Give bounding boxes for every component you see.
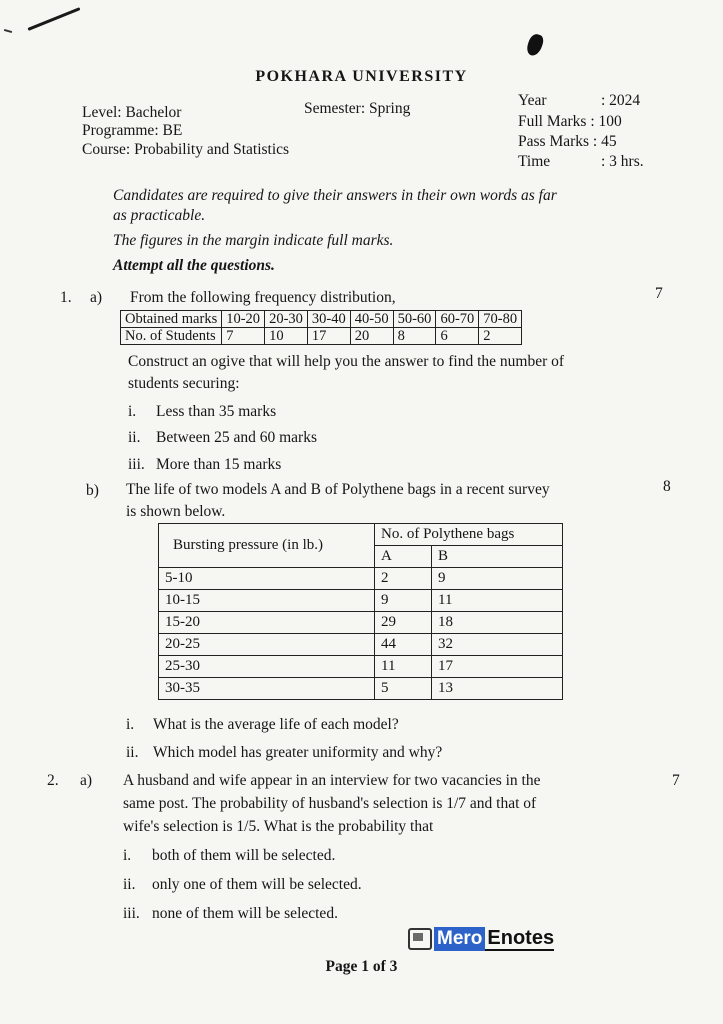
model-b-cell: 32 bbox=[432, 634, 563, 656]
pass-marks-text: Pass Marks : 45 bbox=[518, 133, 617, 150]
list-item-num: ii. bbox=[128, 429, 141, 446]
question-1a-text-2: students securing: bbox=[128, 375, 240, 392]
question-1-number: 1. bbox=[60, 289, 72, 306]
students-cell: 7 bbox=[222, 328, 265, 345]
course-text: Course: Probability and Statistics bbox=[82, 141, 290, 158]
question-1a-text-1: Construct an ogive that will help you the answer to find the number of bbox=[128, 353, 565, 370]
ink-blot bbox=[525, 32, 545, 57]
polythene-bags-header: No. of Polythene bags bbox=[375, 524, 563, 546]
model-a-header: A bbox=[375, 546, 432, 568]
full-marks-text: Full Marks : 100 bbox=[518, 113, 622, 130]
pressure-range-cell: 5-10 bbox=[159, 568, 375, 590]
marks-cell: 70-80 bbox=[479, 311, 522, 328]
instruction-line-2: as practicable. bbox=[113, 207, 206, 224]
pressure-range-cell: 30-35 bbox=[159, 678, 375, 700]
list-item: Less than 35 marks bbox=[156, 403, 277, 420]
question-2a-label: a) bbox=[80, 772, 93, 789]
list-item-num: i. bbox=[123, 847, 132, 864]
programme-text: Programme: BE bbox=[82, 122, 183, 139]
model-a-cell: 11 bbox=[375, 656, 432, 678]
question-2-number: 2. bbox=[47, 772, 59, 789]
list-item: Between 25 and 60 marks bbox=[156, 429, 317, 446]
year-label: Year bbox=[518, 92, 547, 109]
pressure-range-cell: 20-25 bbox=[159, 634, 375, 656]
question-1a-marks: 7 bbox=[655, 285, 663, 302]
students-cell: 20 bbox=[350, 328, 393, 345]
frequency-table bbox=[120, 310, 522, 345]
question-2a-text-2: same post. The probability of husband's selection is 1/7 and that of bbox=[123, 795, 537, 812]
instruction-line-1: Candidates are required to give their answers in their own words as far bbox=[113, 187, 557, 204]
book-icon bbox=[408, 928, 432, 950]
marks-cell: 10-20 bbox=[222, 311, 265, 328]
bursting-pressure-header: Bursting pressure (in lb.) bbox=[159, 524, 375, 568]
table-row bbox=[121, 328, 522, 345]
model-a-cell: 9 bbox=[375, 590, 432, 612]
question-1a-intro: From the following frequency distribution, bbox=[130, 289, 396, 306]
list-item-num: ii. bbox=[126, 744, 139, 761]
year-value: : 2024 bbox=[601, 92, 641, 109]
page-number: Page 1 of 3 bbox=[325, 958, 398, 975]
pen-stroke-mark bbox=[27, 7, 80, 31]
model-a-cell: 5 bbox=[375, 678, 432, 700]
students-cell: 10 bbox=[265, 328, 308, 345]
model-b-cell: 13 bbox=[432, 678, 563, 700]
list-item: both of them will be selected. bbox=[152, 847, 336, 864]
university-title: POKHARA UNIVERSITY bbox=[255, 68, 468, 85]
model-a-cell: 44 bbox=[375, 634, 432, 656]
list-item: More than 15 marks bbox=[156, 456, 282, 473]
logo-text-enotes: Enotes bbox=[487, 927, 555, 949]
pressure-range-cell: 15-20 bbox=[159, 612, 375, 634]
bag-life-table bbox=[158, 523, 563, 700]
ink-tick-mark bbox=[4, 29, 12, 33]
list-item-num: i. bbox=[126, 716, 135, 733]
list-item: What is the average life of each model? bbox=[153, 716, 399, 733]
instruction-line-3: The figures in the margin indicate full marks. bbox=[113, 232, 394, 249]
table-row bbox=[159, 678, 563, 700]
students-cell: 6 bbox=[436, 328, 479, 345]
table-row bbox=[159, 634, 563, 656]
question-1a-label: a) bbox=[90, 289, 103, 306]
list-item-num: iii. bbox=[128, 456, 145, 473]
semester-text: Semester: Spring bbox=[304, 100, 411, 117]
list-item-num: ii. bbox=[123, 876, 136, 893]
meroenotes-logo bbox=[408, 926, 554, 952]
list-item-num: i. bbox=[128, 403, 137, 420]
question-1b-text-2: is shown below. bbox=[126, 503, 226, 520]
logo-text-mero: Mero bbox=[434, 927, 485, 951]
time-value: : 3 hrs. bbox=[601, 153, 644, 170]
model-a-cell: 2 bbox=[375, 568, 432, 590]
marks-cell: 20-30 bbox=[265, 311, 308, 328]
question-1b-text-1: The life of two models A and B of Polythene bags in a recent survey bbox=[126, 481, 550, 498]
model-b-header: B bbox=[432, 546, 563, 568]
model-b-cell: 9 bbox=[432, 568, 563, 590]
question-1b-marks: 8 bbox=[663, 478, 671, 495]
list-item: only one of them will be selected. bbox=[152, 876, 362, 893]
table-row bbox=[121, 311, 522, 328]
table-row bbox=[159, 656, 563, 678]
students-header: No. of Students bbox=[121, 328, 222, 345]
marks-cell: 60-70 bbox=[436, 311, 479, 328]
question-2a-text-1: A husband and wife appear in an interview for two vacancies in the bbox=[123, 772, 541, 789]
table-row bbox=[159, 590, 563, 612]
students-cell: 17 bbox=[307, 328, 350, 345]
question-1b-label: b) bbox=[86, 482, 99, 499]
pressure-range-cell: 10-15 bbox=[159, 590, 375, 612]
time-label: Time bbox=[518, 153, 551, 170]
model-a-cell: 29 bbox=[375, 612, 432, 634]
students-cell: 8 bbox=[393, 328, 436, 345]
model-b-cell: 17 bbox=[432, 656, 563, 678]
question-2a-text-3: wife's selection is 1/5. What is the probability that bbox=[123, 818, 434, 835]
list-item: Which model has greater uniformity and why? bbox=[153, 744, 443, 761]
list-item-num: iii. bbox=[123, 905, 140, 922]
model-b-cell: 18 bbox=[432, 612, 563, 634]
instruction-line-4: Attempt all the questions. bbox=[113, 257, 275, 274]
pressure-range-cell: 25-30 bbox=[159, 656, 375, 678]
marks-cell: 50-60 bbox=[393, 311, 436, 328]
list-item: none of them will be selected. bbox=[152, 905, 338, 922]
students-cell: 2 bbox=[479, 328, 522, 345]
level-text: Level: Bachelor bbox=[82, 104, 182, 121]
table-row bbox=[159, 568, 563, 590]
model-b-cell: 11 bbox=[432, 590, 563, 612]
table-row bbox=[159, 612, 563, 634]
marks-cell: 30-40 bbox=[307, 311, 350, 328]
question-2a-marks: 7 bbox=[672, 772, 680, 789]
obtained-marks-header: Obtained marks bbox=[121, 311, 222, 328]
table-row bbox=[159, 524, 563, 546]
marks-cell: 40-50 bbox=[350, 311, 393, 328]
